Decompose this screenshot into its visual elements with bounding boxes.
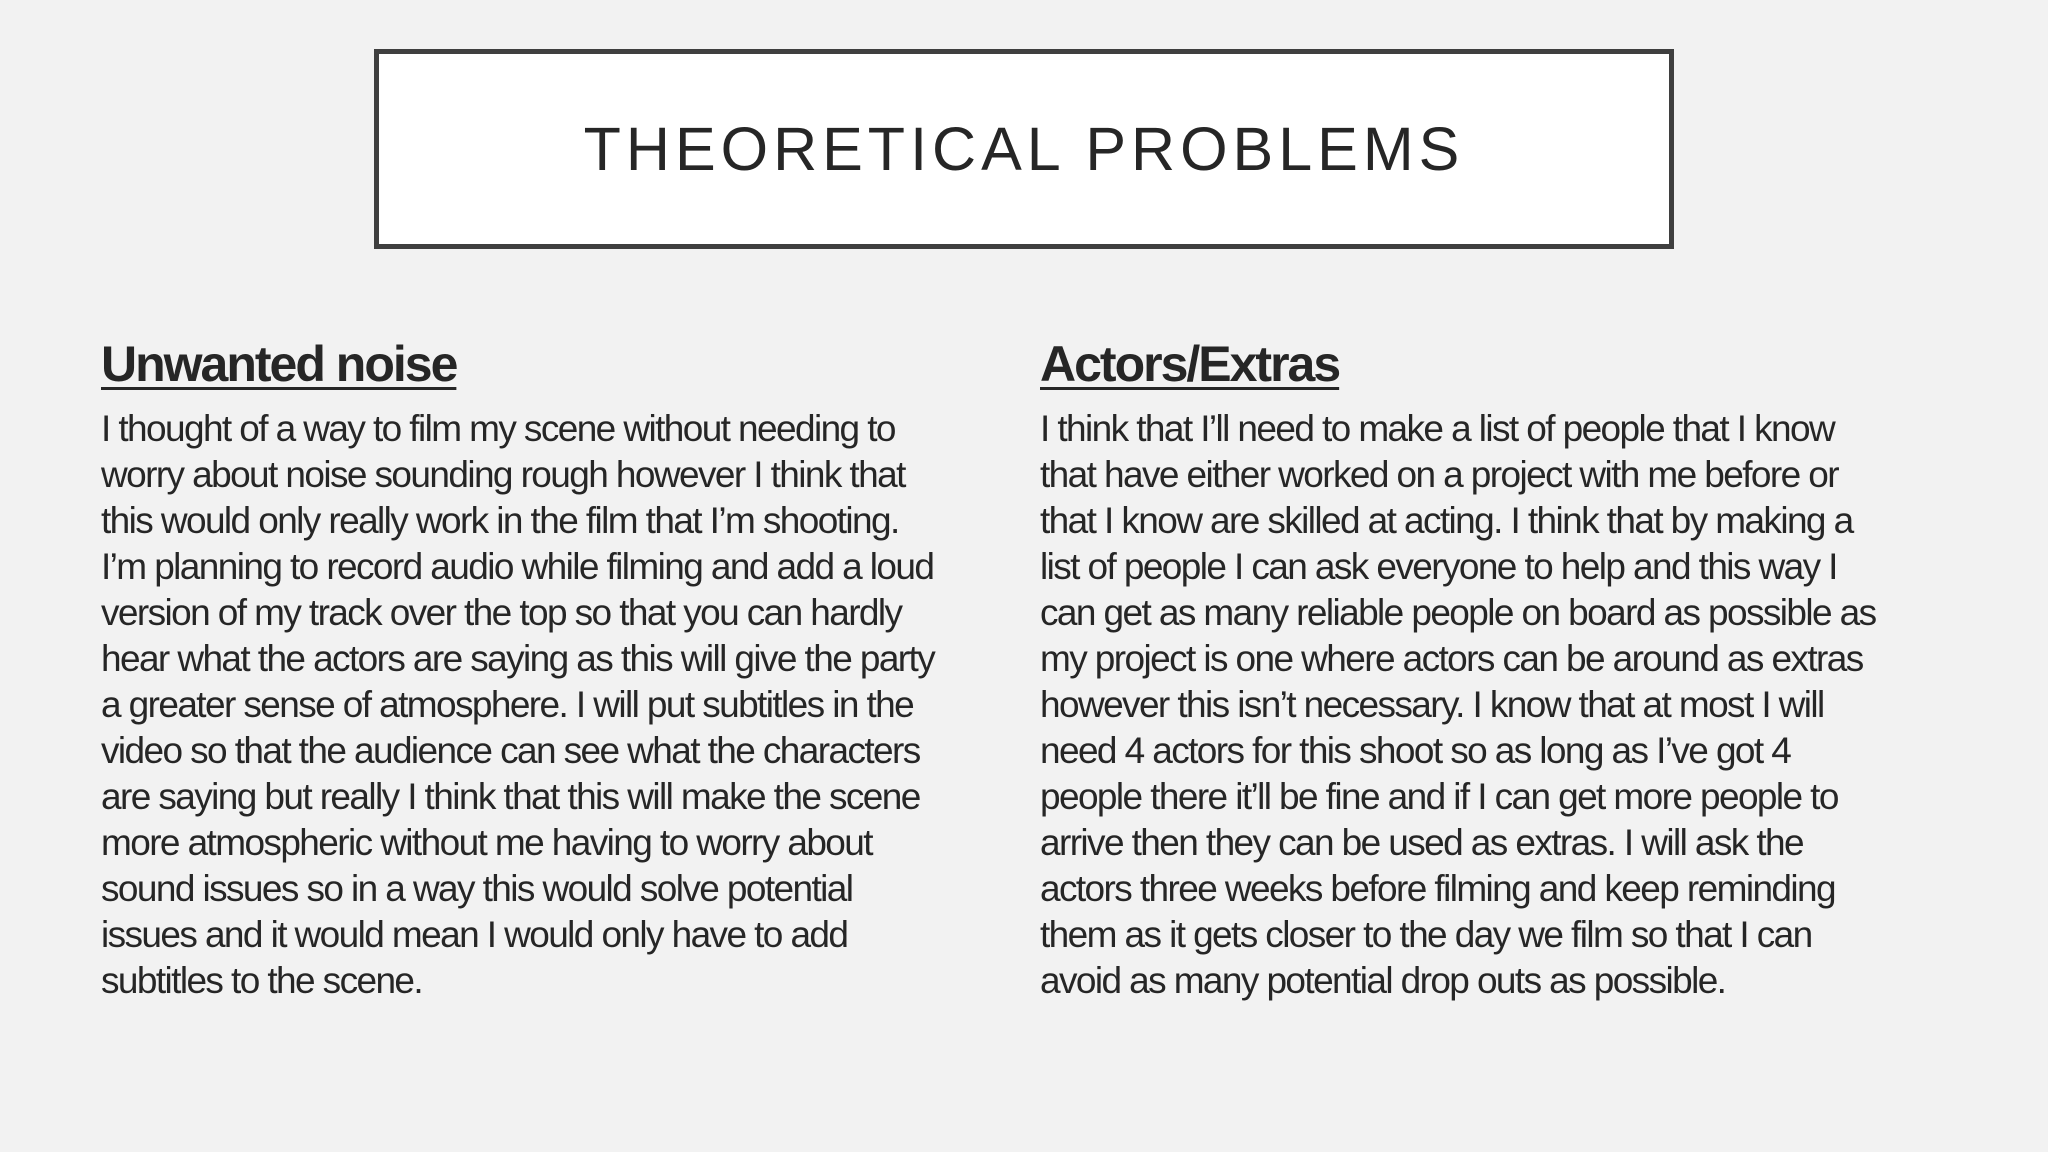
left-body-line: I thought of a way to film my scene without needing to (101, 408, 895, 449)
left-body-line: sound issues so in a way this would solve potential (101, 868, 853, 909)
right-body-line: however this isn’t necessary. I know that at most I will (1040, 684, 1824, 725)
slide-title: THEORETICAL PROBLEMS (583, 115, 1465, 183)
left-body-line: this would only really work in the film that I’m shooting. (101, 500, 899, 541)
left-body-line: issues and it would mean I would only have to add (101, 914, 848, 955)
left-column (101, 332, 961, 1004)
right-body-line: my project is one where actors can be around as extras (1040, 638, 1863, 679)
right-body-line: that have either worked on a project with me before or (1040, 454, 1838, 495)
left-body-line: are saying but really I think that this will make the scene (101, 776, 920, 817)
right-heading: Actors/Extras (1040, 336, 1340, 392)
left-body-line: I’m planning to record audio while filming and add a loud (101, 546, 934, 587)
right-body-line: arrive then they can be used as extras. I will ask the (1040, 822, 1803, 863)
right-body-line: can get as many reliable people on board as possible as (1040, 592, 1876, 633)
left-body-line: subtitles to the scene. (101, 960, 423, 1001)
right-body-line: list of people I can ask everyone to help and this way I (1040, 546, 1837, 587)
right-body-line: need 4 actors for this shoot so as long as I’ve got 4 (1040, 730, 1791, 771)
left-body-line: more atmospheric without me having to worry about (101, 822, 872, 863)
left-body-line: version of my track over the top so that you can hardly (101, 592, 902, 633)
right-body-line: avoid as many potential drop outs as possible. (1040, 960, 1726, 1001)
left-heading: Unwanted noise (101, 336, 457, 392)
right-body-line: them as it gets closer to the day we film so that I can (1040, 914, 1812, 955)
right-body-line: I think that I’ll need to make a list of people that I know (1040, 408, 1835, 449)
left-body-line: hear what the actors are saying as this will give the party (101, 638, 935, 679)
left-body (101, 406, 961, 1004)
right-body-line: people there it’ll be fine and if I can get more people to (1040, 776, 1838, 817)
left-body-line: a greater sense of atmosphere. I will put subtitles in the (101, 684, 914, 725)
right-body (1040, 406, 1940, 1004)
right-column (1040, 332, 1940, 1004)
right-body-line: that I know are skilled at acting. I think that by making a (1040, 500, 1853, 541)
left-body-line: worry about noise sounding rough however I think that (101, 454, 905, 495)
right-body-line: actors three weeks before filming and keep reminding (1040, 868, 1835, 909)
left-body-line: video so that the audience can see what the characters (101, 730, 920, 771)
title-box (374, 49, 1674, 249)
